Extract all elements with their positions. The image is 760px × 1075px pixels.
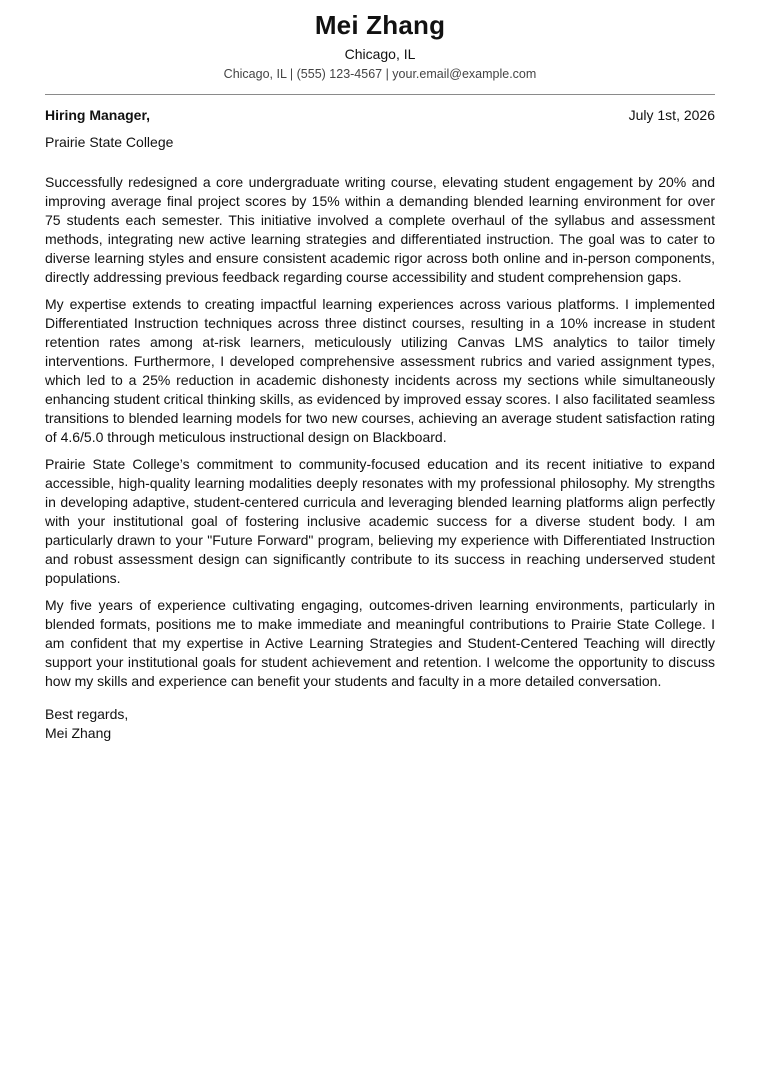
body-paragraph: My five years of experience cultivating engaging, outcomes-driven learning environments, particularly in blended formats, positions me to make immediate and meaningful contributions to Prairie State College. I am confident that my expertise in Active Learning Strategies and Student-Centered Teaching will directly support your institutional goals for student achievement and retention. I welcome the opportunity to discuss how my skills and experience can benefit your students and faculty in a more detailed conversation. xyxy=(45,597,715,689)
header-divider xyxy=(45,94,715,95)
body-paragraph: Successfully redesigned a core undergraduate writing course, elevating student engagement by 20% and improving average final project scores by 15% within a demanding blended learning environment for over 75 students each semester. This initiative involved a complete overhaul of the syllabus and assessment methods, integrating new active learning strategies and differentiated instruction. The goal was to cater to diverse learning styles and ensure consistent academic rigor across both online and in-person components, directly addressing previous feedback regarding course accessibility and student comprehension gaps. xyxy=(45,174,715,285)
recipient-institution: Prairie State College xyxy=(45,134,174,150)
letter-closing xyxy=(45,705,715,743)
body-paragraph: Prairie State College’s commitment to community-focused education and its recent initiative to expand accessible, high-quality learning modalities deeply resonates with my professional philosophy. My strengths in developing adaptive, student-centered curricula and leveraging blended learning platforms align perfectly with your institutional goal of fostering inclusive academic success for a diverse student body. I am particularly drawn to your "Future Forward" program, believing my experience with Differentiated Instruction and robust assessment design can significantly contribute to its success in reaching underserved student populations. xyxy=(45,456,715,586)
letter-body xyxy=(45,173,715,691)
recipient-date-row xyxy=(45,106,715,124)
letter-date: July 1st, 2026 xyxy=(628,107,715,123)
closing-salutation: Best regards, xyxy=(45,706,129,722)
contact-line: Chicago, IL | (555) 123-4567 | your.email@example.com xyxy=(223,67,537,81)
closing-signature: Mei Zhang xyxy=(45,725,112,741)
letter-header xyxy=(45,8,715,83)
applicant-name: Mei Zhang xyxy=(314,10,446,40)
applicant-location: Chicago, IL xyxy=(344,46,416,62)
recipient-line: Hiring Manager, xyxy=(45,107,151,123)
body-paragraph: My expertise extends to creating impactful learning experiences across various platforms. I implemented Differentiated Instruction techniques across three distinct courses, resulting in a 10% increase in student retention rates among at-risk learners, meticulously utilizing Canvas LMS analytics to tailor timely interventions. Furthermore, I developed comprehensive assessment rubrics and varied assignment types, which led to a 25% reduction in academic dishonesty incidents across my sections while simultaneously enhancing student critical thinking skills, as evidenced by improved essay scores. I also facilitated seamless transitions to blended learning models for two new courses, achieving an average student satisfaction rating of 4.6/5.0 through meticulous instructional design on Blackboard. xyxy=(45,296,715,445)
